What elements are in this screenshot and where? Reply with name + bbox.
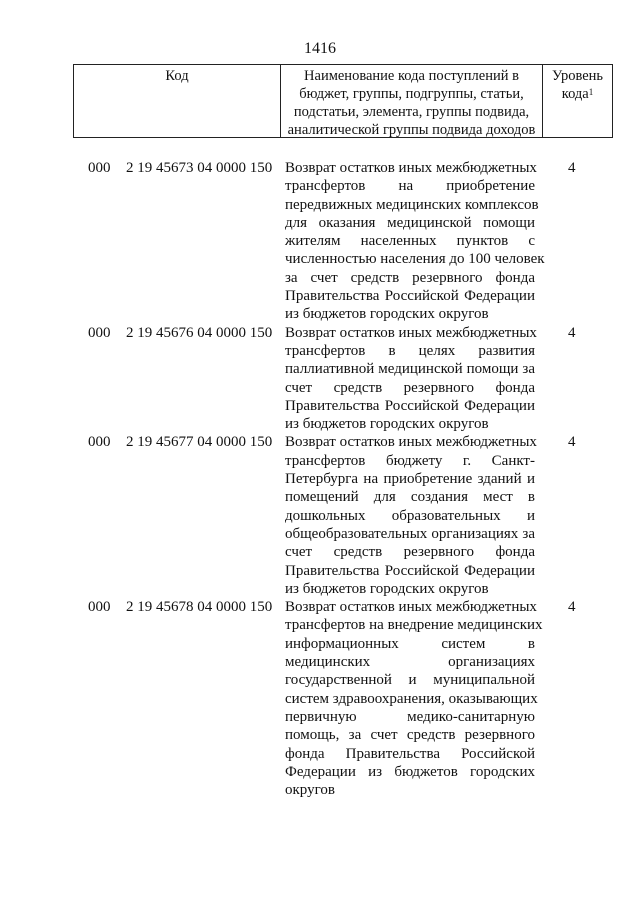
row-description-line: систем здравоохранения, оказывающих [285,690,538,707]
row-description-line: государственной и муниципальной [285,672,535,689]
row-description-line: трансфертов на внедрение медицинских [285,617,543,634]
header-code: Код [74,65,281,137]
row-description-line: помощь, за счет средств резервного [285,727,535,744]
row-level: 4 [568,160,576,176]
row-description-line: фонда Правительства Российской [285,745,535,762]
row-description [285,598,543,799]
row-description-line: информационных систем в [285,635,535,652]
row-description-line: Правительства Российской Федерации [285,397,535,414]
row-income-code: 2 19 45673 04 0000 150 [126,160,273,176]
row-income-code: 2 19 45676 04 0000 150 [126,324,273,341]
table-header [73,64,613,138]
row-description-line: жителям населенных пунктов с [285,233,535,250]
row-level: 4 [568,599,576,616]
row-description-line: первичную медико-санитарную [285,708,535,725]
header-level [543,65,612,137]
row-description-line: Федерации из бюджетов городских [285,763,535,780]
row-description [285,324,535,434]
row-description-line: паллиативной медицинской помощи за [285,361,535,378]
table-row [0,324,640,434]
row-description-line: численностью населения до 100 человек [285,251,545,268]
row-level: 4 [568,324,576,341]
row-description-line: общеобразовательных организациях за [285,525,535,542]
table-row [0,598,640,799]
row-description-line: счет средств резервного фонда [285,379,535,396]
row-description-line: Возврат остатков иных межбюджетных [285,434,537,451]
row-description-line: округов [285,782,335,799]
row-description-line: Возврат остатков иных межбюджетных [285,599,537,616]
row-admin-code: 000 [88,324,111,341]
row-description-line: трансфертов в целях развития [285,342,535,359]
header-level-footnote: 1 [588,87,594,97]
page-number: 1416 [304,40,336,57]
row-description-line: для оказания медицинской помощи [285,214,535,231]
row-income-code: 2 19 45678 04 0000 150 [126,599,273,616]
table-body [0,159,640,799]
row-description-line: из бюджетов городских округов [285,416,489,433]
row-description-line: дошкольных образовательных и [285,507,535,524]
row-description-line: за счет средств резервного фонда [285,269,535,286]
row-level: 4 [568,434,576,451]
row-description-line: счет средств резервного фонда [285,544,535,561]
row-description [285,433,535,598]
row-admin-code: 000 [88,160,111,176]
row-description-line: трансфертов на приобретение [285,178,535,195]
row-description-line: передвижных медицинских комплексов [285,196,539,213]
row-admin-code: 000 [88,599,111,616]
row-description-line: Правительства Российской Федерации [285,288,535,305]
header-level-label: Уровень кода [551,68,604,102]
table-row [0,433,640,598]
row-income-code: 2 19 45677 04 0000 150 [126,434,273,451]
header-name: Наименование кода поступлений в бюджет, группы, подгруппы, статьи, подстатьи, элемента, группы подвида, аналитической группы подвида доходов [281,65,543,137]
table-row [0,159,640,324]
row-description-line: Петербурга на приобретение зданий и [285,471,535,488]
row-description-line: помещений для создания мест в [285,489,535,506]
row-description [285,159,545,324]
row-description-line: из бюджетов городских округов [285,580,489,597]
row-description-line: медицинских организациях [285,654,535,671]
row-description-line: из бюджетов городских округов [285,306,489,323]
row-description-line: Возврат остатков иных межбюджетных [285,160,537,176]
row-admin-code: 000 [88,434,111,451]
row-description-line: трансфертов бюджету г. Санкт- [285,452,535,469]
row-description-line: Правительства Российской Федерации [285,562,535,579]
row-description-line: Возврат остатков иных межбюджетных [285,324,537,341]
